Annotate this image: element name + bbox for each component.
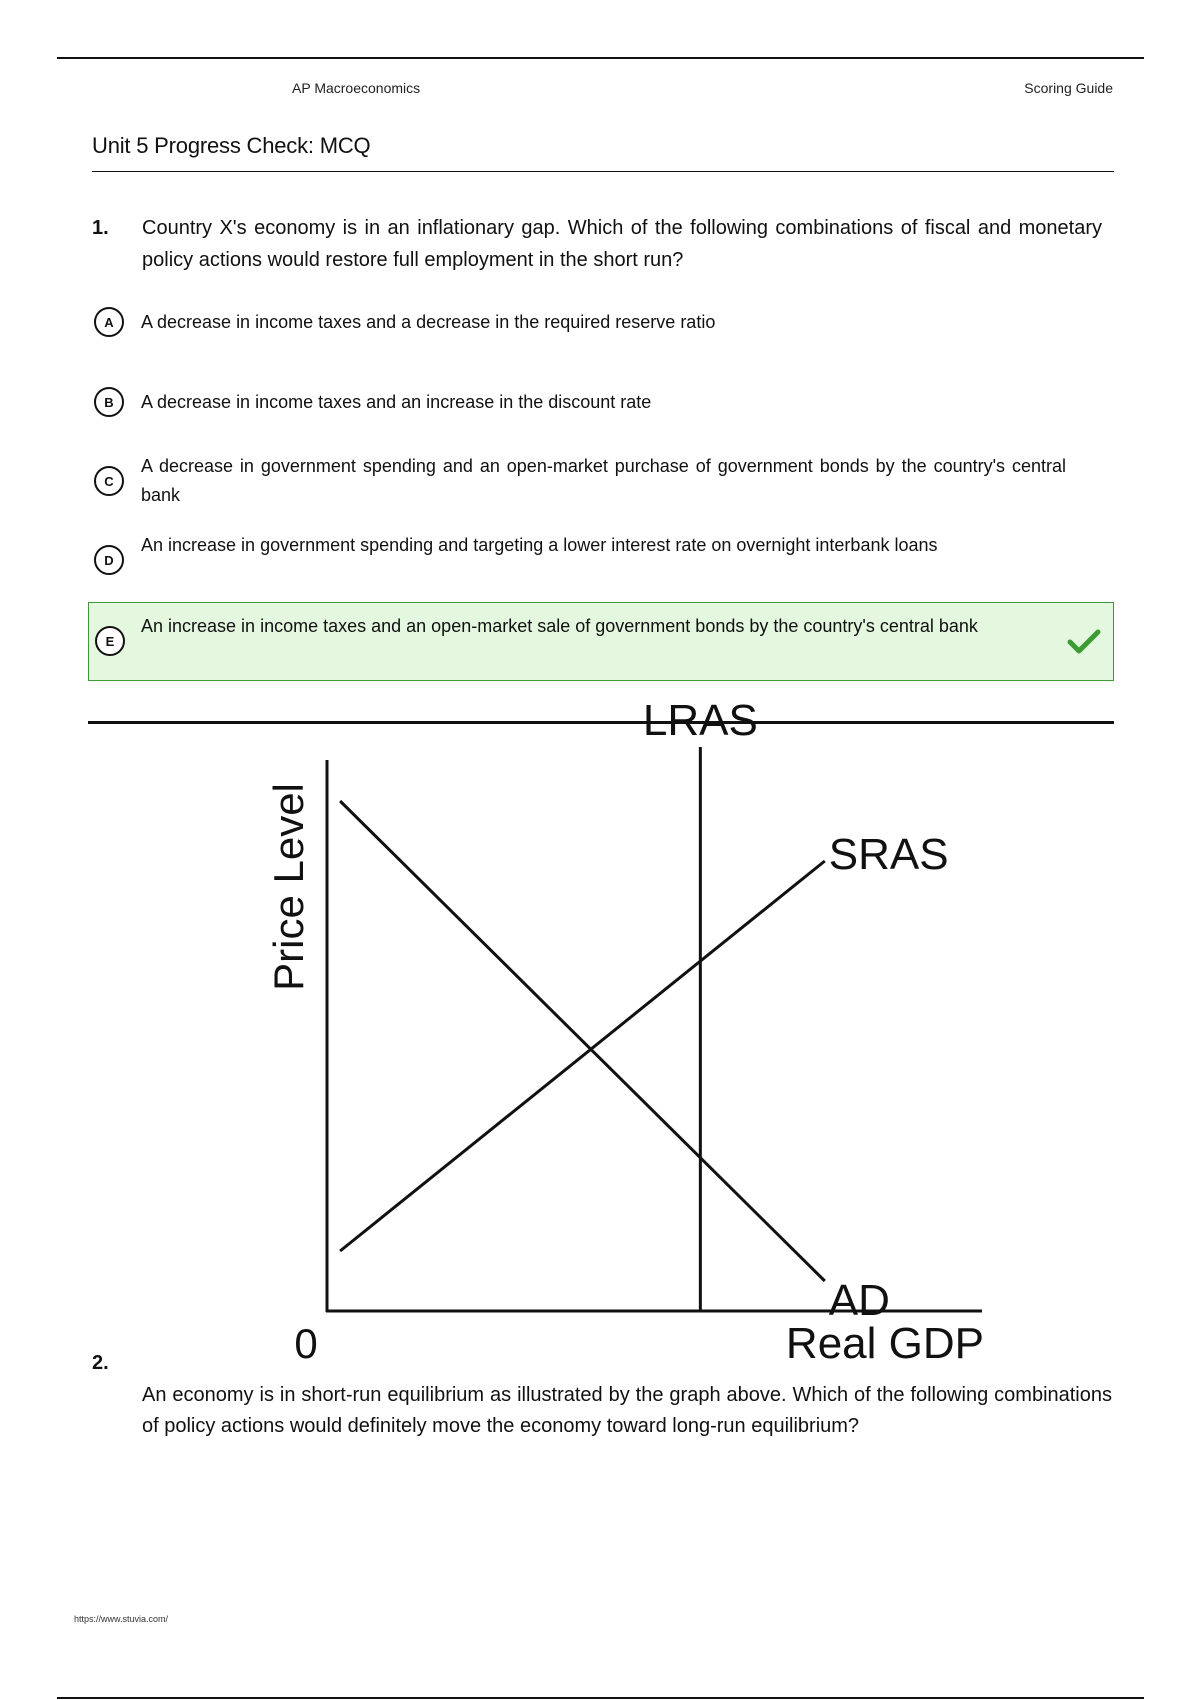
origin-label: 0 — [294, 1320, 318, 1367]
question-1-number: 1. — [92, 217, 109, 239]
choice-b-bubble[interactable]: B — [94, 387, 124, 417]
lras-label: LRAS — [642, 696, 758, 745]
bottom-rule — [57, 1697, 1144, 1699]
choice-d-bubble[interactable]: D — [94, 545, 124, 575]
ad-curve — [340, 801, 825, 1281]
choice-a-bubble[interactable]: A — [94, 307, 124, 337]
choice-c-bubble[interactable]: C — [94, 466, 124, 496]
course-name: AP Macroeconomics — [292, 80, 421, 96]
choice-e-bubble[interactable]: E — [95, 626, 125, 656]
y-axis-label: Price Level — [265, 783, 312, 991]
question-2-number: 2. — [92, 1352, 109, 1374]
x-axis-label: Real GDP — [785, 1319, 984, 1368]
question-2-text: An economy is in short-run equilibrium as illustrated by the graph above. Which of the following combinations of policy actions would definitely move the economy toward long-run equilibrium? — [142, 1384, 1112, 1437]
page-title: Unit 5 Progress Check: MCQ — [92, 133, 371, 158]
ad-label: AD — [828, 1276, 890, 1325]
question-1-text: Country X's economy is in an inflationary gap. Which of the following combinations of fiscal and monetary policy actions would restore full employment in the short run? — [142, 217, 1102, 271]
footer-url: https://www.stuvia.com/ — [74, 1614, 169, 1624]
choice-e-text: An increase in income taxes and an open-market sale of government bonds by the country's central bank — [141, 616, 978, 636]
choice-d-text: An increase in government spending and targeting a lower interest rate on overnight interbank loans — [141, 535, 938, 555]
sras-label: SRAS — [828, 830, 949, 879]
choice-a-text: A decrease in income taxes and a decrease in the required reserve ratio — [141, 312, 716, 332]
choice-b-text: A decrease in income taxes and an increase in the discount rate — [141, 392, 652, 412]
doc-type: Scoring Guide — [1024, 80, 1113, 96]
sras-curve — [340, 861, 825, 1251]
choice-c-text: A decrease in government spending and an open-market purchase of government bonds by the country's central bank — [141, 456, 1066, 505]
